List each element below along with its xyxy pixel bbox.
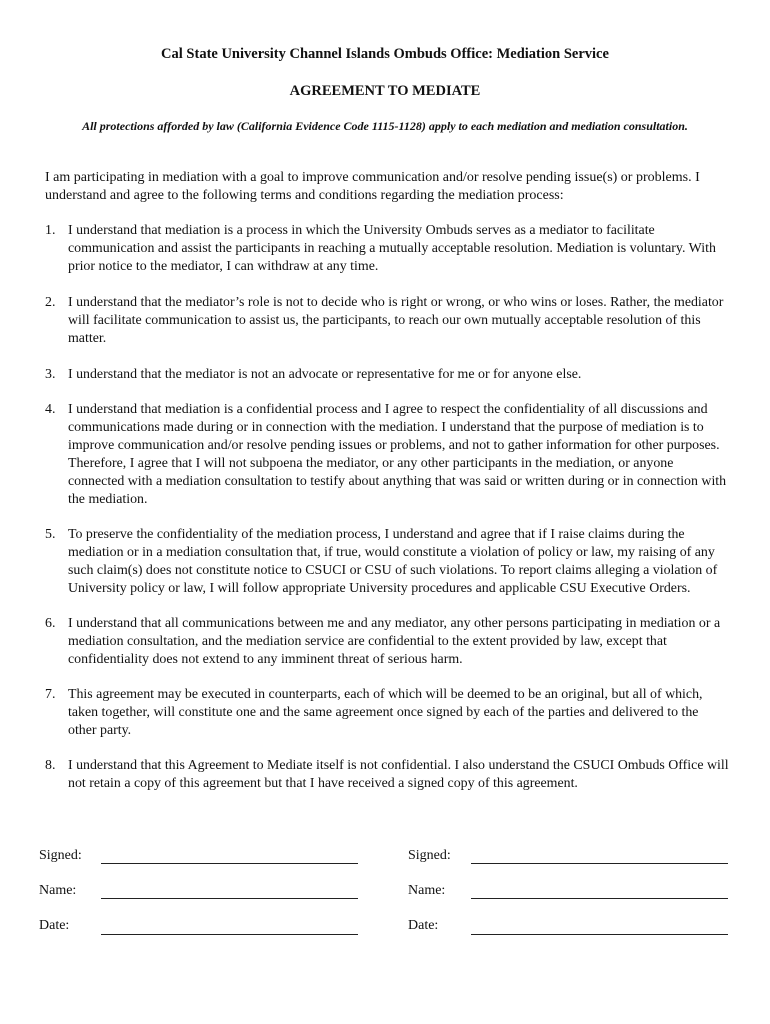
name-line[interactable] xyxy=(471,898,728,899)
term-number: 6. xyxy=(45,616,56,631)
signed-line[interactable] xyxy=(471,863,728,864)
term-text: I understand that mediation is a process in which the University Ombuds serves as a mediator to facilitate communication and assist the participants in reaching a mutually acceptable resolution. Mediation is voluntary. With prior notice to the mediator, I can withdraw at any time. xyxy=(68,223,716,274)
term-item xyxy=(45,222,730,276)
term-text: I understand that this Agreement to Mediate itself is not confidential. I also understand the CSUCI Ombuds Office will not retain a copy of this agreement but that I have received a signed copy of this agreement. xyxy=(68,758,729,791)
term-text: I understand that mediation is a confidential process and I agree to respect the confidentiality of all discussions and communications made during or in connection with the mediation. I understand that the purpose of mediation is to improve communication and/or resolve pending issues or problems, and not to gather information for other purposes. Therefore, I agree that I will not subpoena the mediator, or any other participants in the mediation, or anyone connected with a mediation consultation to testify about anything that was said or written during or in connection with the mediation. xyxy=(68,402,727,507)
term-text: I understand that all communications between me and any mediator, any other persons participating in mediation or a mediation consultation, and the mediation service are confidential to the extent provided by law, except that confidentiality does not extend to any imminent threat of serious harm. xyxy=(68,616,721,667)
term-item xyxy=(45,366,730,384)
name-label: Name: xyxy=(39,883,77,898)
date-line[interactable] xyxy=(101,934,358,935)
date-label: Date: xyxy=(408,918,439,933)
date-line[interactable] xyxy=(471,934,728,935)
term-number: 8. xyxy=(45,758,56,773)
date-label: Date: xyxy=(39,918,70,933)
term-text: I understand that the mediator’s role is not to decide who is right or wrong, or who wins or loses. Rather, the mediator will facilitate communication to assist us, the participants, to reach our own mutually acceptable resolution of this matter. xyxy=(68,295,724,346)
term-item xyxy=(45,615,730,669)
signed-label: Signed: xyxy=(39,848,82,863)
term-text: To preserve the confidentiality of the mediation process, I understand and agree that if I raise claims during the mediation or in a mediation consultation that, if true, would constitute a violation of policy or law, my raising of any such claim(s) does not constitute notice to CSUCI or CSU of such violations. To report claims alleging a violation of University policy or law, I will follow appropriate University procedures and applicable CSU Executive Orders. xyxy=(68,527,718,596)
term-item xyxy=(45,526,730,598)
term-number: 3. xyxy=(45,367,56,382)
term-number: 5. xyxy=(45,527,56,542)
term-text: I understand that the mediator is not an advocate or representative for me or for anyone else. xyxy=(68,367,582,382)
term-text: This agreement may be executed in counterparts, each of which will be deemed to be an original, but all of which, taken together, will constitute one and the same agreement once signed by each of the parties and delivered to the other party. xyxy=(68,687,703,738)
document-subtitle: AGREEMENT TO MEDIATE xyxy=(289,83,481,99)
term-number: 1. xyxy=(45,223,56,238)
term-item xyxy=(45,757,730,793)
signed-label: Signed: xyxy=(408,848,451,863)
term-number: 4. xyxy=(45,402,56,417)
terms-list xyxy=(45,222,730,793)
term-number: 2. xyxy=(45,295,56,310)
signed-line[interactable] xyxy=(101,863,358,864)
term-item xyxy=(45,686,730,740)
name-line[interactable] xyxy=(101,898,358,899)
term-item xyxy=(45,401,730,509)
term-item xyxy=(45,294,730,348)
document-title: Cal State University Channel Islands Ombuds Office: Mediation Service xyxy=(161,46,609,62)
intro-paragraph: I am participating in mediation with a goal to improve communication and/or resolve pending issue(s) or problems. I understand and agree to the following terms and conditions regarding the mediation process: xyxy=(45,170,700,203)
legal-notice: All protections afforded by law (California Evidence Code 1115-1128) apply to each mediation and mediation consultation. xyxy=(82,119,688,133)
name-label: Name: xyxy=(408,883,446,898)
term-number: 7. xyxy=(45,687,56,702)
